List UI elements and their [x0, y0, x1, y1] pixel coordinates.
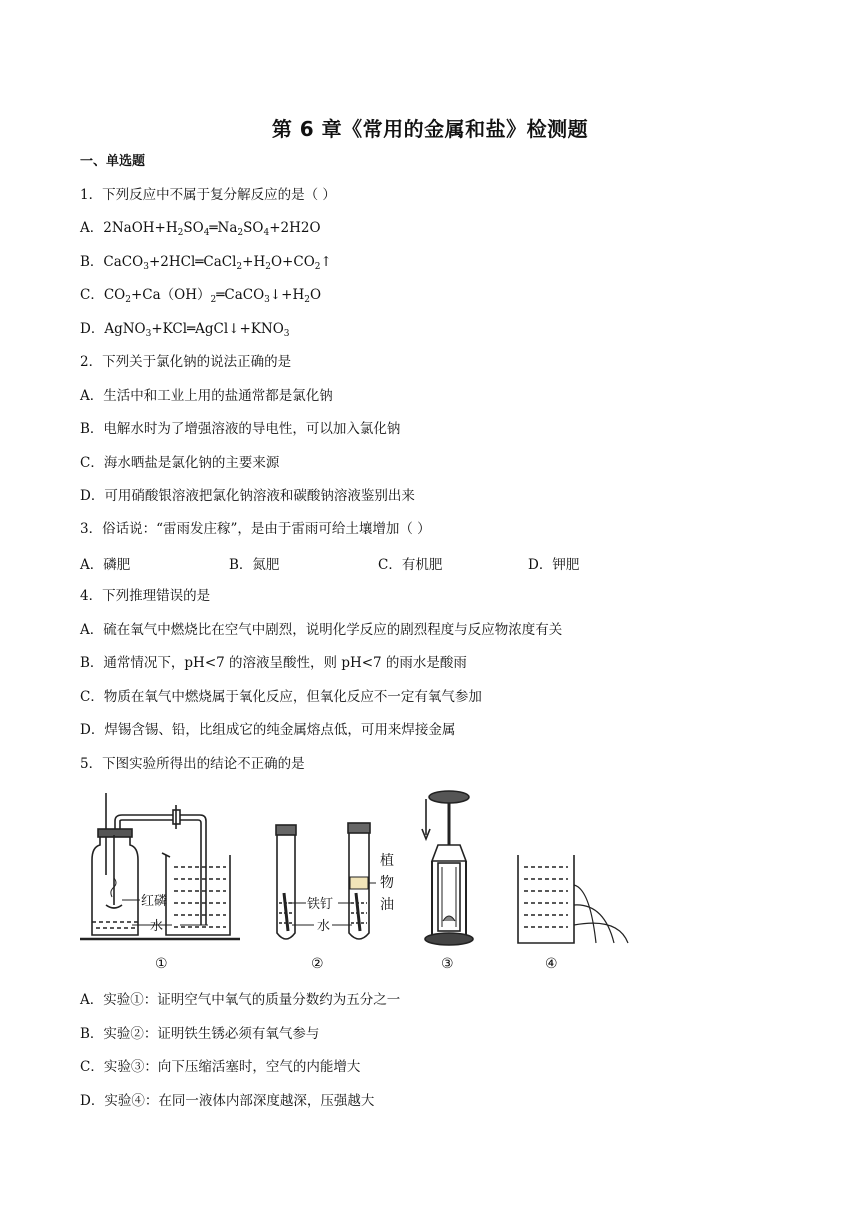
label-oil-1: 植 — [380, 853, 394, 869]
question-5-option-b: B．实验②：证明铁生锈必须有氧气参与 — [80, 1026, 320, 1042]
question-2-option-c: C．海水晒盐是氯化钠的主要来源 — [80, 455, 280, 471]
question-1-option-c: C．$CO_2+Ca(OH)_2═CaCO_3↓+H_2O$ — [80, 287, 322, 305]
question-3-stem: 3．俗话说：“雷雨发庄稼”，是由于雷雨可给土壤增加（ ） — [80, 521, 431, 537]
label-oil-3: 油 — [380, 897, 394, 913]
question-4-option-d: D．焊锡含锡、铅，比组成它的纯金属熔点低，可用来焊接金属 — [80, 722, 456, 738]
label-experiment-1: ① — [155, 956, 168, 972]
label-experiment-4: ④ — [545, 956, 558, 972]
question-3-option-d: D．钾肥 — [528, 557, 580, 573]
question-5-stem: 5．下图实验所得出的结论不正确的是 — [80, 756, 305, 772]
question-3-option-a: A．磷肥 — [80, 557, 131, 573]
question-2-option-a: A．生活中和工业上用的盐通常都是氯化钠 — [80, 388, 333, 404]
label-water-1: 水 — [150, 919, 164, 934]
question-4-option-a: A．硫在氧气中燃烧比在空气中剧烈，说明化学反应的剧烈程度与反应物浓度有关 — [80, 622, 563, 638]
question-4-stem: 4．下列推理错误的是 — [80, 588, 211, 604]
question-1-option-b: B．$CaCO_3+2HCl═CaCl_2+H_2O+CO_2↑$ — [80, 254, 332, 272]
label-oil-2: 物 — [380, 875, 394, 891]
label-experiment-3: ③ — [441, 956, 454, 972]
experiment-3-apparatus — [422, 791, 473, 945]
label-red-phosphorus: 红磷 — [141, 894, 168, 909]
experiment-figure — [70, 785, 650, 975]
question-3-option-b: B．氮肥 — [229, 557, 280, 573]
question-2-option-d: D．可用硝酸银溶液把氯化钠溶液和碳酸钠溶液鉴别出来 — [80, 488, 415, 504]
experiment-4-apparatus — [518, 855, 628, 943]
document-title: 第 6 章《常用的金属和盐》检测题 — [271, 117, 589, 141]
label-water-2: 水 — [317, 919, 331, 934]
question-4-option-b: B．通常情况下，pH<7 的溶液呈酸性，则 pH<7 的雨水是酸雨 — [80, 655, 467, 671]
question-5-option-c: C．实验③：向下压缩活塞时，空气的内能增大 — [80, 1059, 361, 1075]
section-heading: 一、单选题 — [80, 154, 146, 169]
question-1-option-d: D．$AgNO_3+KCl═AgCl↓+KNO_3$ — [80, 321, 290, 339]
question-1-option-a: A．$2NaOH+H_2SO_4═Na_2SO_4+2H2O$ — [80, 220, 321, 238]
question-5-option-d: D．实验④：在同一液体内部深度越深，压强越大 — [80, 1093, 375, 1109]
label-experiment-2: ② — [311, 956, 324, 972]
question-3-option-c: C．有机肥 — [378, 557, 443, 573]
question-5-option-a: A．实验①：证明空气中氧气的质量分数约为五分之一 — [80, 992, 401, 1008]
experiment-1-apparatus — [80, 793, 240, 939]
label-iron-nail: 铁钉 — [307, 897, 334, 912]
question-1-stem: 1．下列反应中不属于复分解反应的是（ ） — [80, 187, 336, 203]
question-2-stem: 2．下列关于氯化钠的说法正确的是 — [80, 354, 292, 370]
question-2-option-b: B．电解水时为了增强溶液的导电性，可以加入氯化钠 — [80, 421, 401, 437]
question-4-option-c: C．物质在氧气中燃烧属于氧化反应，但氧化反应不一定有氧气参加 — [80, 689, 482, 705]
